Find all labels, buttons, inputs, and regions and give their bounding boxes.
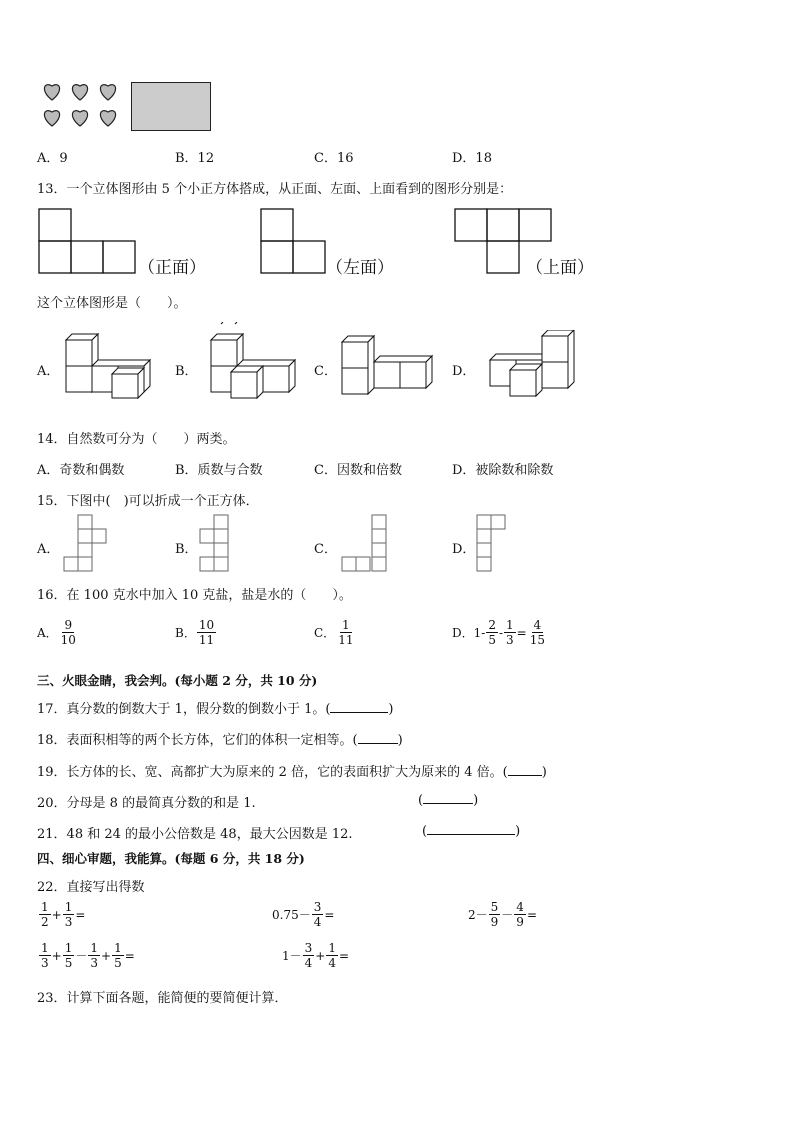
- expression-1: $\frac{1}{2}$ + $\frac{1}{3}$ =: [41, 900, 86, 929]
- q13-option-b-letter: B．: [175, 364, 198, 379]
- q13-option-a-figure: [62, 330, 154, 400]
- q15-stem: 15．下图中( )可以折成一个正方体．: [37, 494, 259, 509]
- fraction: $\frac{1}{3}$: [41, 941, 49, 970]
- q15-option-d-letter: D．: [452, 542, 476, 557]
- fraction: $\frac{3}{4}$: [313, 900, 322, 929]
- fraction: $\frac{1}{11}$: [338, 618, 354, 647]
- fraction: $\frac{5}{9}$: [490, 900, 499, 929]
- q15-net-d: [475, 514, 511, 576]
- q16-stem: 16．在 100 克水中加入 10 克盐，盐是水的（ ）。: [37, 588, 352, 603]
- q16-letter-a: A．: [37, 626, 58, 640]
- fraction: $\frac{9}{10}$: [60, 618, 76, 647]
- expression-4: $\frac{1}{3}$ + $\frac{1}{5}$ － $\frac{1}{3}$ + $\frac{1}{5}$ =: [41, 941, 135, 970]
- q21: 21．48 和 24 的最小公倍数是 48，最大公因数是 12.: [37, 827, 353, 842]
- section4-title: 四、细心审题，我能算。(每题 6 分，共 18 分): [37, 851, 305, 866]
- front-view-label: （正面）: [138, 258, 206, 278]
- answer-blank[interactable]: [423, 792, 473, 804]
- q20: 20．分母是 8 的最简真分数的和是 1.: [37, 796, 256, 811]
- q15-net-a: [62, 514, 110, 576]
- q16-option-d: D． 1- $\frac{2}{5}$ - $\frac{1}{3}$ = $\frac{4}{15}$: [452, 618, 546, 647]
- q13-option-d-figure: [486, 330, 578, 400]
- fraction: $\frac{1}{3}$: [64, 900, 73, 929]
- q16-option-b: [175, 618, 217, 647]
- q13-option-c-figure: [340, 332, 436, 398]
- q19: 19．长方体的长、宽、高都扩大为原来的 2 倍，它的表面积扩大为原来的 4 倍。( ): [37, 765, 547, 780]
- q23-stem: 23．计算下面各题，能简便的要简便计算．: [37, 991, 288, 1006]
- fraction: $\frac{1}{3}$: [90, 941, 98, 970]
- q15-net-c: [340, 514, 390, 576]
- q16-letter-c: C．: [314, 626, 336, 640]
- q21-answer: ( ): [422, 824, 521, 839]
- expression-5: 1－ $\frac{3}{4}$ + $\frac{1}{4}$ =: [282, 941, 350, 970]
- q14-option-d: D．被除数和除数: [452, 463, 554, 478]
- q14-stem: 14．自然数可分为（ ）两类。: [37, 432, 236, 447]
- fraction: $\frac{4}{15}$: [529, 618, 546, 647]
- fraction: $\frac{2}{5}$: [488, 618, 496, 647]
- top-view-label: （上面）: [526, 258, 594, 278]
- left-view-label: （左面）: [326, 258, 394, 278]
- shaded-rectangle: [131, 82, 211, 131]
- q16-letter-b: B．: [175, 626, 196, 640]
- answer-blank[interactable]: [427, 823, 515, 835]
- fraction: $\frac{1}{2}$: [41, 900, 49, 929]
- q13-option-b-figure: [205, 322, 297, 400]
- q12-option-a: A．9: [37, 151, 68, 166]
- expression-2: 0.75－ $\frac{3}{4}$ =: [272, 900, 335, 929]
- fraction: $\frac{3}{4}$: [304, 941, 313, 970]
- fraction: $\frac{1}{3}$: [506, 618, 514, 647]
- q15-net-b: [198, 514, 232, 576]
- hearts-figure: [40, 80, 126, 134]
- front-view: [38, 208, 138, 276]
- q14-option-b: B．质数与合数: [175, 463, 263, 478]
- q13-option-d-letter: D．: [452, 364, 476, 379]
- q13-option-a-letter: A．: [37, 364, 60, 379]
- q18: 18．表面积相等的两个长方体，它们的体积一定相等。( ): [37, 733, 403, 748]
- q14-option-c: C．因数和倍数: [314, 463, 402, 478]
- answer-blank[interactable]: [508, 764, 542, 776]
- left-view: [260, 208, 328, 276]
- expression-3: 2－ $\frac{5}{9}$ － $\frac{4}{9}$ =: [468, 900, 537, 929]
- q12-option-c: C．16: [314, 151, 354, 166]
- q15-option-b-letter: B．: [175, 542, 198, 557]
- q14-option-a: A．奇数和偶数: [37, 463, 125, 478]
- q20-answer: ( ): [418, 793, 479, 808]
- answer-blank[interactable]: [358, 732, 398, 744]
- q15-option-a-letter: A．: [37, 542, 60, 557]
- q16-letter-d: D．: [452, 626, 474, 640]
- q22-stem: 22．直接写出得数: [37, 880, 145, 895]
- q17: 17．真分数的倒数大于 1，假分数的倒数小于 1。( ): [37, 702, 394, 717]
- q12-option-d: D．18: [452, 151, 492, 166]
- fraction: $\frac{1}{5}$: [64, 941, 73, 970]
- answer-blank[interactable]: [330, 701, 388, 713]
- q15-option-c-letter: C．: [314, 542, 337, 557]
- fraction: $\frac{10}{11}$: [198, 618, 215, 647]
- q12-option-b: B．12: [175, 151, 215, 166]
- fraction: $\frac{1}{5}$: [114, 941, 122, 970]
- q13-stem: 13．一个立体图形由 5 个小正方体搭成，从正面、左面、上面看到的图形分别是：: [37, 182, 513, 197]
- fraction: $\frac{4}{9}$: [516, 900, 524, 929]
- section3-title: 三、火眼金睛，我会判。(每小题 2 分，共 10 分): [37, 673, 318, 688]
- fraction: $\frac{1}{4}$: [328, 941, 336, 970]
- q13-option-c-letter: C．: [314, 364, 337, 379]
- q13-question: 这个立体图形是（ ）。: [37, 296, 187, 311]
- q16-option-a: [37, 618, 79, 647]
- q16-option-c: [314, 618, 356, 647]
